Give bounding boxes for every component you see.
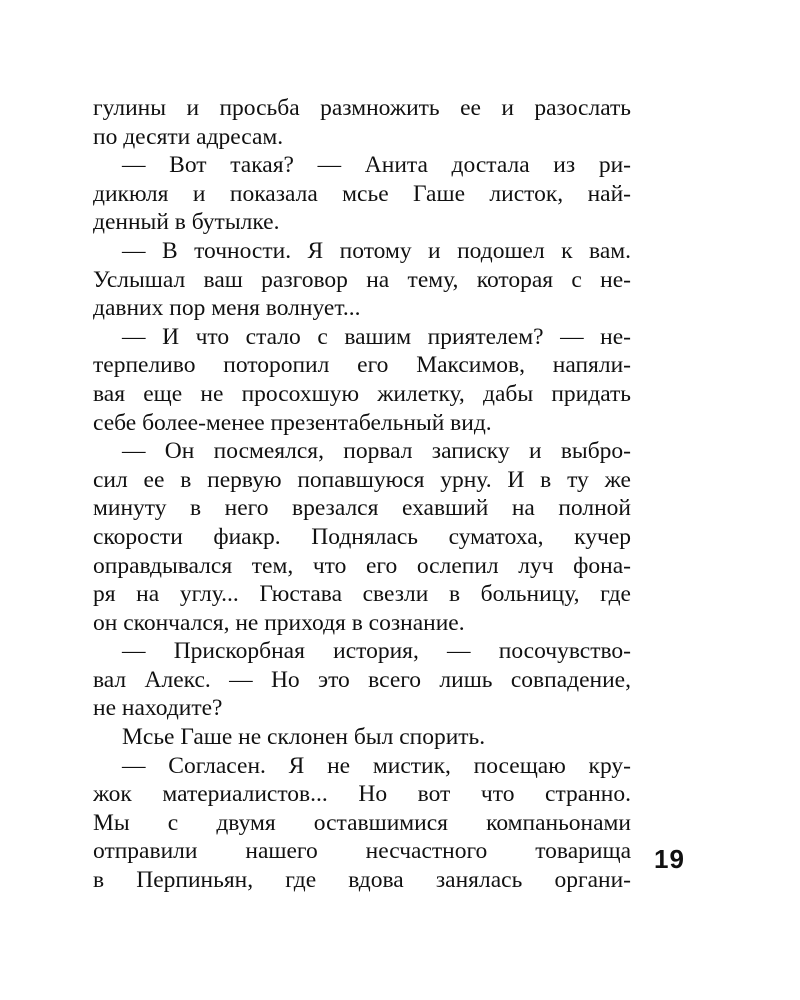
text-line: себе более-менее презентабельный вид. [93, 409, 492, 436]
text-line: — И что стало с вашим приятелем? — не- [122, 323, 631, 350]
text-line: Услышал ваш разговор на тему, которая с не- [93, 266, 631, 293]
text-line: минуту в него врезался ехавший на полной [93, 495, 631, 522]
text-line: — Он посмеялся, порвал записку и выбро- [122, 438, 631, 465]
text-line: дикюля и показала мсье Гаше листок, най- [93, 180, 631, 207]
text-line: оправдывался тем, что его ослепил луч фона- [93, 552, 631, 579]
text-line: Мсье Гаше не склонен был спорить. [122, 724, 486, 751]
text-line: — Вот такая? — Анита достала из ри- [122, 152, 631, 179]
text-line: Мы с двумя оставшимися компаньонами [93, 809, 631, 836]
text-line: скорости фиакр. Поднялась суматоха, кучер [93, 523, 631, 550]
text-line: он скончался, не приходя в сознание. [93, 609, 465, 636]
text-line: вая еще не просохшую жилетку, дабы придать [93, 380, 631, 407]
text-line: по десяти адресам. [93, 123, 284, 150]
text-line: — В точности. Я потому и подошел к вам. [122, 237, 631, 264]
text-line: отправили нашего несчастного товарища [93, 838, 631, 865]
text-line: не находите? [93, 695, 223, 722]
text-line: сил ее в первую попавшуюся урну. И в ту же [93, 466, 631, 493]
text-line: гулины и просьба размножить ее и разослать [93, 95, 631, 121]
page-number: 19 [654, 844, 685, 874]
text-line: жок материалистов... Но вот что странно. [93, 781, 631, 808]
text-line: ря на углу... Гюстава свезли в больницу, где [93, 581, 631, 608]
text-line: давних пор меня волнует... [93, 295, 361, 322]
text-line: терпеливо поторопил его Максимов, напяли- [93, 352, 631, 379]
body-text [93, 94, 631, 895]
text-line: в Перпиньян, где вдова занялась органи- [93, 867, 631, 894]
text-line: — Согласен. Я не мистик, посещаю кру- [122, 752, 631, 779]
text-line: — Прискорбная история, — посочувство- [122, 638, 631, 665]
text-line: денный в бутылке. [93, 209, 280, 236]
text-line: вал Алекс. — Но это всего лишь совпадение, [93, 666, 631, 693]
